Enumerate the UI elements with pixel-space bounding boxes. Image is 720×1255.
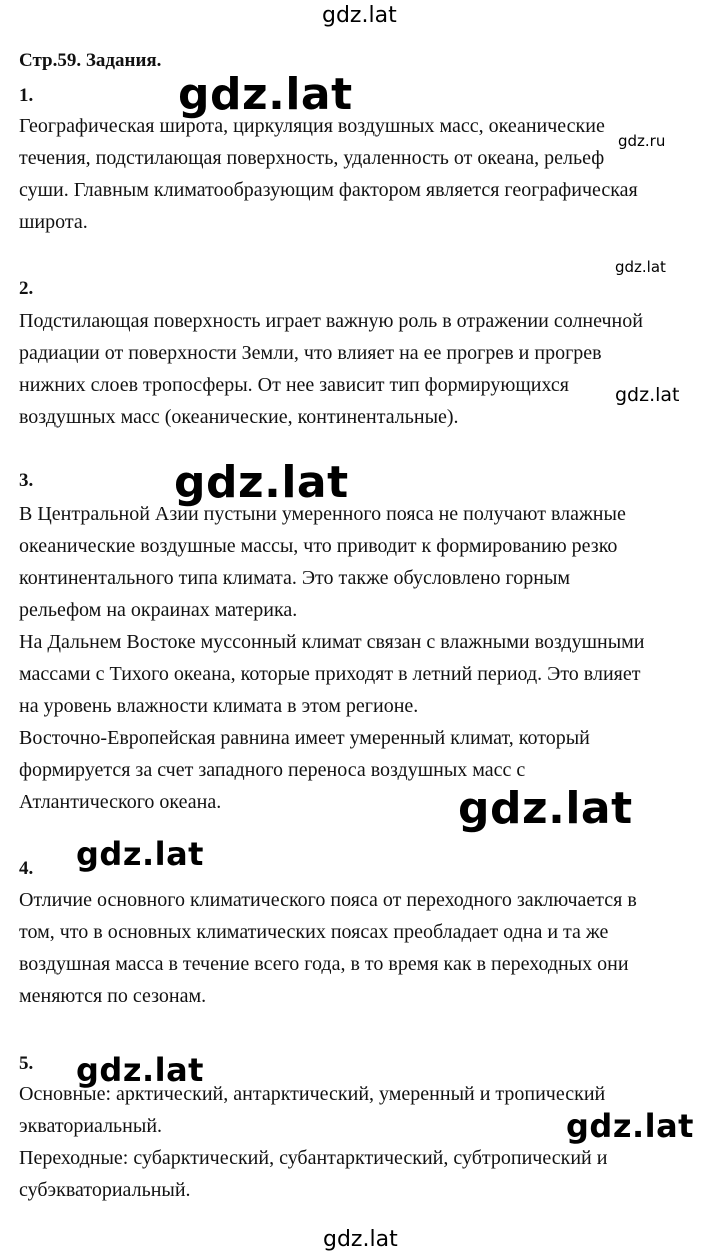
watermark-medium-1: gdz.lat bbox=[76, 835, 204, 873]
watermark-medium-3: gdz.lat bbox=[566, 1107, 694, 1145]
text-line: формируется за счет западного переноса воздушных масс с bbox=[19, 759, 526, 781]
section-1-text bbox=[19, 110, 704, 238]
watermark-medium-2: gdz.lat bbox=[76, 1051, 204, 1089]
text-line: нижних слоев тропосферы. От нее зависит тип формирующихся bbox=[19, 374, 569, 396]
text-line: субэкваториальный. bbox=[19, 1179, 191, 1201]
text-line: океанические воздушные массы, что приводит к формированию резко bbox=[19, 535, 618, 557]
text-line: Географическая широта, циркуляция воздушных масс, океанические bbox=[19, 115, 605, 137]
text-line: радиации от поверхности Земли, что влияет на ее прогрев и прогрев bbox=[19, 342, 602, 364]
text-line: течения, подстилающая поверхность, удаленность от океана, рельеф bbox=[19, 147, 605, 169]
text-line: на уровень влажности климата в этом регионе. bbox=[19, 695, 419, 717]
text-line: широта. bbox=[19, 211, 88, 233]
text-line: меняются по сезонам. bbox=[19, 985, 207, 1007]
text-line: Основные: арктический, антарктический, умеренный и тропический bbox=[19, 1083, 606, 1105]
text-line: Отличие основного климатического пояса от переходного заключается в bbox=[19, 889, 637, 911]
text-line: воздушных масс (океанические, континентальные). bbox=[19, 406, 459, 428]
text-line: рельефом на окраинах материка. bbox=[19, 599, 298, 621]
watermark-gdz-ru: gdz.ru bbox=[618, 132, 666, 150]
text-line: Подстилающая поверхность играет важную роль в отражении солнечной bbox=[19, 310, 643, 332]
text-line: континентального типа климата. Это также обусловлено горным bbox=[19, 567, 571, 589]
page-title: Стр.59. Задания. bbox=[19, 50, 162, 71]
watermark-large-2: gdz.lat bbox=[174, 457, 349, 508]
section-1-number: 1. bbox=[19, 85, 34, 106]
text-line: суши. Главным климатообразующим фактором является географическая bbox=[19, 179, 638, 201]
section-4-text bbox=[19, 884, 704, 1012]
text-line: На Дальнем Востоке муссонный климат связан с влажными воздушными bbox=[19, 631, 645, 653]
text-line: воздушная масса в течение всего года, в то время как в переходных они bbox=[19, 953, 629, 975]
text-line: Атлантического океана. bbox=[19, 791, 222, 813]
section-3-number: 3. bbox=[19, 470, 34, 491]
section-2-text bbox=[19, 305, 704, 433]
watermark-bottom: gdz.lat bbox=[323, 1227, 398, 1252]
section-4-number: 4. bbox=[19, 858, 34, 879]
section-5-number: 5. bbox=[19, 1053, 34, 1074]
text-line: Восточно-Европейская равнина имеет умеренный климат, который bbox=[19, 727, 590, 749]
text-line: массами с Тихого океана, которые приходят в летний период. Это влияет bbox=[19, 663, 641, 685]
text-line: В Центральной Азии пустыни умеренного пояса не получают влажные bbox=[19, 503, 626, 525]
watermark-small-1: gdz.lat bbox=[615, 258, 666, 276]
section-2-number: 2. bbox=[19, 278, 34, 299]
watermark-small-2: gdz.lat bbox=[615, 384, 680, 406]
text-line: Переходные: субарктический, субантарктический, субтропический и bbox=[19, 1147, 608, 1169]
section-3-text bbox=[19, 498, 704, 818]
watermark-large-3: gdz.lat bbox=[458, 783, 633, 834]
text-line: том, что в основных климатических поясах преобладает одна и та же bbox=[19, 921, 609, 943]
watermark-large-1: gdz.lat bbox=[178, 69, 353, 120]
watermark-top: gdz.lat bbox=[322, 3, 397, 28]
section-5-text bbox=[19, 1078, 704, 1206]
text-line: экваториальный. bbox=[19, 1115, 163, 1137]
